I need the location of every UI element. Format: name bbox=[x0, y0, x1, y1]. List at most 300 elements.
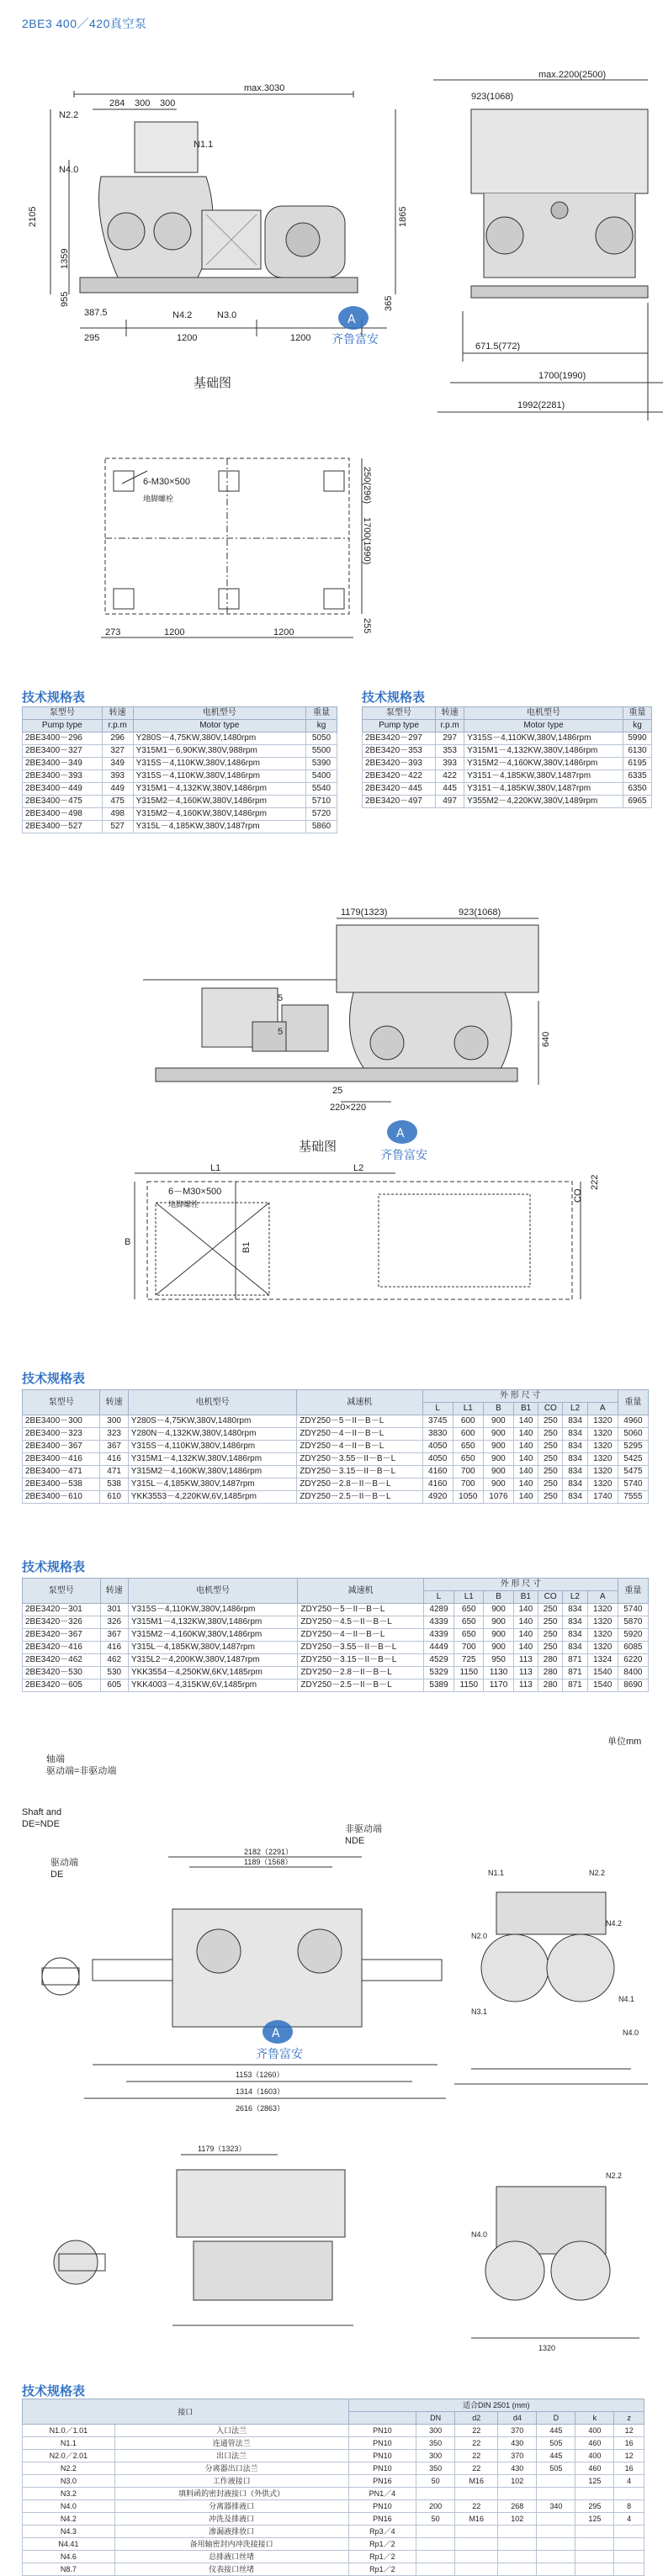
svg-text:CO: CO bbox=[573, 1188, 583, 1203]
table-cell: 323 bbox=[100, 1428, 128, 1441]
table-cell: 4920 bbox=[422, 1491, 453, 1504]
svg-text:25: 25 bbox=[332, 1086, 343, 1096]
table-cell: 725 bbox=[454, 1654, 484, 1667]
table-cell bbox=[575, 2526, 614, 2538]
table-cell: 备用轴密封内冲洗接接口 bbox=[114, 2538, 348, 2551]
table-cell: 250 bbox=[538, 1466, 563, 1478]
table-cell: 4050 bbox=[422, 1453, 453, 1466]
table-cell: 6195 bbox=[623, 758, 651, 770]
table-cell: Y315M1－4,132KW,380V,1486rpm bbox=[464, 745, 623, 758]
table-cell: 834 bbox=[563, 1453, 587, 1466]
table-cell: Y315M2－4,160KW,380V,1486rpm bbox=[464, 758, 623, 770]
table-row bbox=[23, 2488, 644, 2500]
table-cell: 2BE3420－353 bbox=[363, 745, 436, 758]
table-cell: Rp3／4 bbox=[348, 2526, 416, 2538]
spec-table-1-title: 技术规格表 bbox=[22, 690, 86, 705]
table-cell: Y315L－4,185KW,380V,1487rpm bbox=[128, 1478, 296, 1491]
table-cell: 445 bbox=[537, 2450, 575, 2462]
pump-side-view-1 bbox=[50, 91, 395, 336]
table-cell: 900 bbox=[484, 1642, 513, 1654]
table-cell: 527 bbox=[102, 821, 133, 833]
table-cell: 渗漏液排放口 bbox=[114, 2526, 348, 2538]
svg-text:300: 300 bbox=[135, 98, 151, 108]
table-cell: 5060 bbox=[618, 1428, 648, 1441]
table-cell: 505 bbox=[537, 2437, 575, 2450]
table-cell: 2BE3400－475 bbox=[23, 796, 103, 808]
table-cell: 834 bbox=[563, 1616, 587, 1629]
table-cell: 1540 bbox=[587, 1667, 618, 1679]
svg-text:N2.2: N2.2 bbox=[606, 2171, 623, 2180]
table-cell: 650 bbox=[454, 1629, 484, 1642]
svg-text:N4.0: N4.0 bbox=[471, 2230, 488, 2239]
table-cell: 871 bbox=[563, 1667, 587, 1679]
table-cell: Rp1／2 bbox=[348, 2563, 416, 2576]
svg-text:1700(1990): 1700(1990) bbox=[362, 517, 372, 565]
svg-text:N4.0: N4.0 bbox=[59, 165, 79, 175]
table-cell: 4160 bbox=[422, 1466, 453, 1478]
table-cell: 5990 bbox=[623, 733, 651, 745]
svg-text:1359: 1359 bbox=[60, 248, 70, 269]
table-cell: 2BE3420－416 bbox=[23, 1642, 101, 1654]
table-cell: 445 bbox=[537, 2425, 575, 2437]
connection-table: 接口 适合DIN 2501 (mm) DN d2 d4 D k z N1.0／1.01 入口法兰 PN10 300 22 370 445 400 12 N1.1 连通管法兰 PN10 350 22 430 505 460 16 N2.0／2.01 出口法兰 PN10 300 22 370 445 400 12 N2.2 分离器出口法兰 PN10 350 22 430 505 460 16 N3.0 工作液接口 PN16 50 M16 102 125 4 N3.2 填料函的密封液接口（外供式） PN1／4 N4.0 分离器排液口 PN10 200 22 268 340 295 8 N4.2 冲洗及排液口 PN16 50 M16 102 125 4 N4.3 渗漏液排放口 Rp3／4 N4.41 备用轴密封内冲洗接接口 Rp1／2 N4.6 总排液口丝堵 Rp1／2 N8.7 仪表接口丝堵 Rp1／2 bbox=[22, 2399, 644, 2576]
table-cell: 700 bbox=[453, 1466, 483, 1478]
table-cell: 600 bbox=[453, 1415, 483, 1428]
table-cell: 1320 bbox=[587, 1428, 618, 1441]
table-cell: N4.6 bbox=[23, 2551, 115, 2563]
table-cell: 393 bbox=[436, 758, 464, 770]
table-cell: 445 bbox=[436, 783, 464, 796]
table-cell: 5500 bbox=[305, 745, 337, 758]
table-cell bbox=[537, 2513, 575, 2526]
table-cell bbox=[498, 2563, 537, 2576]
table-cell bbox=[498, 2526, 537, 2538]
table-cell: 8 bbox=[614, 2500, 644, 2513]
table-cell: 140 bbox=[513, 1478, 538, 1491]
table-cell: 2BE3400－538 bbox=[23, 1478, 100, 1491]
table-row bbox=[363, 733, 652, 745]
table-row bbox=[23, 1466, 649, 1478]
table-cell: 分离器排液口 bbox=[114, 2500, 348, 2513]
svg-text:max.3030: max.3030 bbox=[244, 83, 285, 93]
svg-text:L1: L1 bbox=[210, 1163, 221, 1173]
table-cell: YKK3554－4,250KW,6KV,1485rpm bbox=[128, 1667, 297, 1679]
table-cell: 900 bbox=[483, 1466, 513, 1478]
svg-text:222: 222 bbox=[590, 1174, 600, 1190]
svg-text:1314（1603）: 1314（1603） bbox=[236, 2087, 285, 2096]
svg-text:1200: 1200 bbox=[290, 333, 311, 343]
svg-text:齐鲁富安: 齐鲁富安 bbox=[256, 2048, 303, 2061]
svg-text:387.5: 387.5 bbox=[84, 308, 108, 318]
table-cell: N3.0 bbox=[23, 2475, 115, 2488]
table-cell: 1150 bbox=[454, 1667, 484, 1679]
table-cell: 4050 bbox=[422, 1441, 453, 1453]
table-cell bbox=[498, 2488, 537, 2500]
table-cell: 2BE3420－393 bbox=[363, 758, 436, 770]
svg-text:N2.2: N2.2 bbox=[589, 1869, 606, 1877]
pump-gear-side-view bbox=[143, 918, 538, 1102]
table-cell: 2BE3400－498 bbox=[23, 808, 103, 821]
table-cell bbox=[614, 2526, 644, 2538]
table-cell: 140 bbox=[513, 1604, 538, 1616]
table-cell: PN10 bbox=[348, 2437, 416, 2450]
table-cell: 4339 bbox=[423, 1616, 453, 1629]
svg-text:284: 284 bbox=[109, 98, 125, 108]
table-cell: 4 bbox=[614, 2513, 644, 2526]
table-cell: 22 bbox=[455, 2462, 498, 2475]
table-cell bbox=[537, 2551, 575, 2563]
table-row bbox=[23, 2538, 644, 2551]
table-row bbox=[23, 1629, 649, 1642]
table-cell: 2BE3420－497 bbox=[363, 796, 436, 808]
table-row bbox=[23, 2450, 644, 2462]
table-cell: 416 bbox=[100, 1453, 128, 1466]
table-cell: ZDY250－3.15－II－B－L bbox=[298, 1654, 424, 1667]
table-cell: 505 bbox=[537, 2462, 575, 2475]
svg-text:齐鲁富安: 齐鲁富安 bbox=[380, 1149, 427, 1162]
table-cell: 1320 bbox=[587, 1478, 618, 1491]
table-cell: Y315S－4,110KW,380V,1486rpm bbox=[128, 1604, 297, 1616]
brand-logo-1 bbox=[332, 306, 379, 346]
table-cell: N8.7 bbox=[23, 2563, 115, 2576]
table-row bbox=[363, 758, 652, 770]
table-cell: 1150 bbox=[454, 1679, 484, 1692]
table-cell: 6335 bbox=[623, 770, 651, 783]
table-cell: Rp1／2 bbox=[348, 2551, 416, 2563]
table-cell: 1320 bbox=[587, 1466, 618, 1478]
table-cell: 280 bbox=[538, 1654, 562, 1667]
svg-text:地脚螺栓: 地脚螺栓 bbox=[168, 1200, 199, 1209]
table-cell: ZDY250－4－II－B－L bbox=[297, 1428, 422, 1441]
table-cell: 2BE3400－300 bbox=[23, 1415, 100, 1428]
table-cell: 6220 bbox=[618, 1654, 648, 1667]
spec-table-3: 泵型号 转速 电机型号 减速机 外 形 尺 寸 重量 L L1 B B1 CO L2 A 2BE3400－300 300 Y280S－4,75KW,380V,1480rpm ZDY250－5－II－B－L 3745 600 900 140 250 834 1320 4960 2BE3400－323 323 Y280N－4,132KW,380V,1480rpm ZDY250－4－II－B－L 3830 600 900 140 250 834 1320 5060 2BE3400－367 367 Y315S－4,110KW,380V,1486rpm ZDY250－4－II－B－L 4050 650 900 140 250 834 1320 5295 2BE3400－416 416 Y315M1－4,132KW,380V,1486rpm ZDY250－3.55－II－B－L 4050 650 900 140 250 834 1320 5425 2BE3400－471 471 Y315M2－4,160KW,380V,1486rpm ZDY250－3.15－II－B－L 4160 700 900 140 250 834 1320 5475 2BE3400－538 538 Y315L－4,185KW,380V,1487rpm ZDY250－2.8－II－B－L 4160 700 900 140 250 834 1320 5740 2BE3400－610 610 YKK3553－4,220KW,6V,1485rpm ZDY250－2.5－II－B－L 4920 1050 1076 140 250 834 1740 7555 bbox=[22, 1389, 649, 1504]
table-cell: 1540 bbox=[587, 1679, 618, 1692]
table-cell bbox=[575, 2563, 614, 2576]
table-cell: 5400 bbox=[305, 770, 337, 783]
svg-text:5: 5 bbox=[278, 1027, 284, 1037]
table-cell bbox=[614, 2538, 644, 2551]
table-row bbox=[23, 2551, 644, 2563]
table-cell bbox=[614, 2551, 644, 2563]
table-cell: 900 bbox=[483, 1441, 513, 1453]
table-cell: 834 bbox=[563, 1642, 587, 1654]
svg-text:A: A bbox=[272, 2027, 280, 2040]
svg-text:295: 295 bbox=[84, 333, 100, 343]
table-cell: 125 bbox=[575, 2475, 614, 2488]
table-cell: 1320 bbox=[587, 1441, 618, 1453]
table-cell: 2BE3420－445 bbox=[363, 783, 436, 796]
table-cell: 140 bbox=[513, 1642, 538, 1654]
pump-end-view-4 bbox=[471, 2187, 639, 2338]
table-cell: Rp1／2 bbox=[348, 2538, 416, 2551]
table-cell: 250 bbox=[538, 1604, 562, 1616]
table-row bbox=[23, 2475, 644, 2488]
table-row bbox=[23, 796, 337, 808]
svg-text:B1: B1 bbox=[241, 1241, 252, 1253]
table-cell: 2BE3400－527 bbox=[23, 821, 103, 833]
pump-side-view-4 bbox=[54, 2155, 353, 2325]
table-cell: 610 bbox=[100, 1491, 128, 1504]
table-cell: M16 bbox=[455, 2513, 498, 2526]
table-cell: 4289 bbox=[423, 1604, 453, 1616]
table-cell: 449 bbox=[102, 783, 133, 796]
table-row bbox=[23, 1642, 649, 1654]
table-cell: 250 bbox=[538, 1478, 563, 1491]
table-cell: 16 bbox=[614, 2437, 644, 2450]
svg-text:1200: 1200 bbox=[273, 627, 294, 637]
table-cell: 200 bbox=[416, 2500, 455, 2513]
table-cell bbox=[575, 2551, 614, 2563]
table-cell: 1320 bbox=[587, 1453, 618, 1466]
table-row bbox=[23, 1491, 649, 1504]
table-cell: 871 bbox=[563, 1679, 587, 1692]
svg-text:N3.0: N3.0 bbox=[217, 310, 237, 320]
table-cell: Y315S－4,110KW,380V,1486rpm bbox=[464, 733, 623, 745]
table-cell: 140 bbox=[513, 1466, 538, 1478]
table-cell: 700 bbox=[453, 1478, 483, 1491]
svg-text:640: 640 bbox=[541, 1031, 551, 1047]
table-row bbox=[23, 2437, 644, 2450]
table-cell: 2BE3420－367 bbox=[23, 1629, 101, 1642]
table-cell: 1320 bbox=[587, 1642, 618, 1654]
spec-table-2: 泵型号 转速 电机型号 重量 Pump type r.p.m Motor type kg 2BE3420－297 297 Y315S－4,110KW,380V,1486rpm 5990 2BE3420－353 353 Y315M1－4,132KW,380V,1486rpm 6130 2BE3420－393 393 Y315M2－4,160KW,380V,1486rpm 6195 2BE3420－422 422 Y3151－4,185KW,380V,1487rpm 6335 2BE3420－445 445 Y3151－4,185KW,380V,1487rpm 6350 2BE3420－497 497 Y355M2－4,220KW,380V,1489rpm 6965 bbox=[362, 706, 652, 808]
spec-table-2-title: 技术规格表 bbox=[362, 690, 426, 705]
pump-sectional-view-3 bbox=[84, 1857, 446, 2098]
table-cell: 1320 bbox=[587, 1604, 618, 1616]
table-cell bbox=[455, 2538, 498, 2551]
brand-logo-2 bbox=[380, 1120, 427, 1162]
table-cell: 250 bbox=[538, 1491, 563, 1504]
table-cell: 5710 bbox=[305, 796, 337, 808]
table-cell: PN10 bbox=[348, 2450, 416, 2462]
table-cell: 297 bbox=[436, 733, 464, 745]
table-row bbox=[23, 821, 337, 833]
svg-text:N2.0: N2.0 bbox=[471, 1932, 488, 1940]
table-cell: 总排液口丝堵 bbox=[114, 2551, 348, 2563]
table-cell: 6130 bbox=[623, 745, 651, 758]
spec-table-3-title: 技术规格表 bbox=[22, 1372, 86, 1386]
svg-text:2105: 2105 bbox=[28, 206, 38, 227]
col-motor: 电机型号 bbox=[133, 707, 305, 720]
table-cell: 871 bbox=[563, 1654, 587, 1667]
svg-text:220×220: 220×220 bbox=[330, 1103, 367, 1113]
table-cell: 900 bbox=[483, 1453, 513, 1466]
table-cell: 8690 bbox=[618, 1679, 648, 1692]
svg-text:max.2200(2500): max.2200(2500) bbox=[538, 70, 607, 80]
table-cell: 8400 bbox=[618, 1667, 648, 1679]
table-cell bbox=[614, 2488, 644, 2500]
table-row bbox=[23, 808, 337, 821]
table-cell: 300 bbox=[416, 2425, 455, 2437]
table-cell: 460 bbox=[575, 2462, 614, 2475]
table-cell: PN10 bbox=[348, 2462, 416, 2475]
table-cell: 1130 bbox=[484, 1667, 513, 1679]
shaft-note-cn: 轴端 驱动端=非驱动端 bbox=[46, 1754, 117, 1776]
table-cell: 140 bbox=[513, 1491, 538, 1504]
svg-text:923(1068): 923(1068) bbox=[459, 907, 501, 918]
table-cell: 650 bbox=[454, 1604, 484, 1616]
table-cell: 5860 bbox=[305, 821, 337, 833]
table-cell bbox=[537, 2526, 575, 2538]
svg-text:2616（2863）: 2616（2863） bbox=[236, 2104, 285, 2113]
table-cell: 2BE3400－393 bbox=[23, 770, 103, 783]
table-cell: 296 bbox=[102, 733, 133, 745]
table-cell: 16 bbox=[614, 2462, 644, 2475]
svg-text:B: B bbox=[125, 1237, 131, 1247]
table-cell: 295 bbox=[575, 2500, 614, 2513]
table-cell: ZDY250－3.55－II－B－L bbox=[297, 1453, 422, 1466]
table-cell: Y315M1－4,132KW,380V,1486rpm bbox=[128, 1453, 296, 1466]
table-cell: Y315M2－4,160KW,380V,1486rpm bbox=[128, 1629, 297, 1642]
svg-text:5: 5 bbox=[278, 993, 284, 1003]
table-cell: 1324 bbox=[587, 1654, 618, 1667]
table-cell: ZDY250－2.8－II－B－L bbox=[298, 1667, 424, 1679]
table-cell: 250 bbox=[538, 1441, 563, 1453]
table-cell: 140 bbox=[513, 1415, 538, 1428]
table-cell: Y315M2－4,160KW,380V,1486rpm bbox=[128, 1466, 296, 1478]
table-cell: 498 bbox=[102, 808, 133, 821]
table-cell: 650 bbox=[453, 1453, 483, 1466]
svg-text:273: 273 bbox=[105, 627, 121, 637]
table-cell: 1320 bbox=[587, 1415, 618, 1428]
table-cell: 250 bbox=[538, 1642, 562, 1654]
table-cell: 5720 bbox=[305, 808, 337, 821]
table-cell bbox=[455, 2563, 498, 2576]
table-cell: 5425 bbox=[618, 1453, 648, 1466]
svg-text:671.5(772): 671.5(772) bbox=[475, 341, 521, 352]
table-cell: 4960 bbox=[618, 1415, 648, 1428]
table-cell: 2BE3420－422 bbox=[363, 770, 436, 783]
table-cell: N4.0 bbox=[23, 2500, 115, 2513]
table-cell: 6350 bbox=[623, 783, 651, 796]
table-cell: 2BE3420－462 bbox=[23, 1654, 101, 1667]
table-cell: 22 bbox=[455, 2500, 498, 2513]
table-cell bbox=[575, 2488, 614, 2500]
svg-text:1179（1323）: 1179（1323） bbox=[198, 2145, 247, 2153]
table-row bbox=[23, 783, 337, 796]
table-cell: 5475 bbox=[618, 1466, 648, 1478]
table-cell: 5050 bbox=[305, 733, 337, 745]
conn-table-title: 技术规格表 bbox=[22, 2384, 86, 2399]
svg-text:地脚螺栓: 地脚螺栓 bbox=[143, 495, 174, 503]
table-cell bbox=[455, 2488, 498, 2500]
table-cell: Y315L－4,185KW,380V,1487rpm bbox=[128, 1642, 297, 1654]
svg-text:N4.0: N4.0 bbox=[623, 2029, 639, 2037]
table-row bbox=[23, 2513, 644, 2526]
table-cell bbox=[455, 2526, 498, 2538]
table-cell: 900 bbox=[484, 1616, 513, 1629]
table-cell: 113 bbox=[513, 1654, 538, 1667]
table-cell: 367 bbox=[100, 1629, 128, 1642]
non-drive-end-label: 非驱动端 NDE bbox=[345, 1824, 382, 1846]
table-cell: 370 bbox=[498, 2450, 537, 2462]
col-rpm: 转速 bbox=[102, 707, 133, 720]
table-cell: 2BE3400－471 bbox=[23, 1466, 100, 1478]
table-cell: 834 bbox=[563, 1604, 587, 1616]
table-cell: 268 bbox=[498, 2500, 537, 2513]
table-cell: 5920 bbox=[618, 1629, 648, 1642]
table-cell bbox=[416, 2488, 455, 2500]
table-cell: 2BE3420－605 bbox=[23, 1679, 101, 1692]
table-row bbox=[23, 1453, 649, 1466]
table-cell: 22 bbox=[455, 2425, 498, 2437]
table-row bbox=[23, 2526, 644, 2538]
foundation-plan-1 bbox=[101, 458, 362, 637]
table-cell: Y280N－4,132KW,380V,1480rpm bbox=[128, 1428, 296, 1441]
table-cell: 5295 bbox=[618, 1441, 648, 1453]
table-cell: Y315S－4,110KW,380V,1486rpm bbox=[128, 1441, 296, 1453]
svg-text:A: A bbox=[396, 1127, 405, 1140]
table-cell: 250 bbox=[538, 1428, 563, 1441]
table-cell: 326 bbox=[100, 1616, 128, 1629]
table-row bbox=[23, 745, 337, 758]
table-cell: N2.0／2.01 bbox=[23, 2450, 115, 2462]
table-cell: 1740 bbox=[587, 1491, 618, 1504]
drive-end-label: 驱动端 DE bbox=[50, 1858, 78, 1880]
svg-text:1153（1260）: 1153（1260） bbox=[236, 2071, 284, 2079]
table-cell: 650 bbox=[454, 1616, 484, 1629]
table-cell: 12 bbox=[614, 2450, 644, 2462]
table-cell: Y315M2－4,160KW,380V,1486rpm bbox=[133, 796, 305, 808]
table-cell bbox=[416, 2551, 455, 2563]
table-cell: Y315L2－4,200KW,380V,1487rpm bbox=[128, 1654, 297, 1667]
table-cell: N3.2 bbox=[23, 2488, 115, 2500]
svg-text:1179(1323): 1179(1323) bbox=[341, 907, 388, 918]
table-cell bbox=[537, 2475, 575, 2488]
table-cell: Y315M2－4,160KW,380V,1486rpm bbox=[133, 808, 305, 821]
table-cell: 102 bbox=[498, 2475, 537, 2488]
svg-text:955: 955 bbox=[60, 291, 70, 307]
table-cell bbox=[416, 2526, 455, 2538]
table-cell: 460 bbox=[575, 2437, 614, 2450]
table-cell: 350 bbox=[416, 2437, 455, 2450]
table-cell: 900 bbox=[484, 1629, 513, 1642]
table-row bbox=[23, 1428, 649, 1441]
table-cell: N4.2 bbox=[23, 2513, 115, 2526]
table-cell: 140 bbox=[513, 1453, 538, 1466]
table-cell: 280 bbox=[538, 1667, 562, 1679]
svg-text:1992(2281): 1992(2281) bbox=[517, 400, 565, 410]
table-cell: N1.1 bbox=[23, 2437, 115, 2450]
svg-text:基础图: 基础图 bbox=[299, 1140, 337, 1154]
table-cell: 1076 bbox=[483, 1491, 513, 1504]
table-cell bbox=[537, 2488, 575, 2500]
table-cell: 471 bbox=[100, 1466, 128, 1478]
table-cell: Y315S－4,110KW,380V,1486rpm bbox=[133, 758, 305, 770]
table-cell bbox=[455, 2551, 498, 2563]
svg-text:A: A bbox=[347, 313, 356, 326]
table-cell: 2BE3420－297 bbox=[363, 733, 436, 745]
table-row bbox=[23, 770, 337, 783]
table-cell: ZDY250－2.5－II－B－L bbox=[297, 1491, 422, 1504]
table-cell: ZDY250－3.55－II－B－L bbox=[298, 1642, 424, 1654]
table-cell: ZDY250－2.8－II－B－L bbox=[297, 1478, 422, 1491]
table-cell: Y315M1－4,132KW,380V,1486rpm bbox=[128, 1616, 297, 1629]
svg-text:1320: 1320 bbox=[538, 2344, 556, 2352]
table-cell bbox=[537, 2563, 575, 2576]
table-cell: Y315M1－6,90KW,380V,988rpm bbox=[133, 745, 305, 758]
table-cell: 140 bbox=[513, 1441, 538, 1453]
svg-text:1189（1568）: 1189（1568） bbox=[244, 1858, 293, 1866]
table-cell: 900 bbox=[483, 1428, 513, 1441]
svg-text:齐鲁富安: 齐鲁富安 bbox=[332, 333, 379, 346]
table-cell: 250 bbox=[538, 1453, 563, 1466]
table-cell bbox=[537, 2538, 575, 2551]
table-cell: 650 bbox=[453, 1441, 483, 1453]
svg-text:6－M30×500: 6－M30×500 bbox=[168, 1187, 222, 1197]
table-cell: 950 bbox=[484, 1654, 513, 1667]
